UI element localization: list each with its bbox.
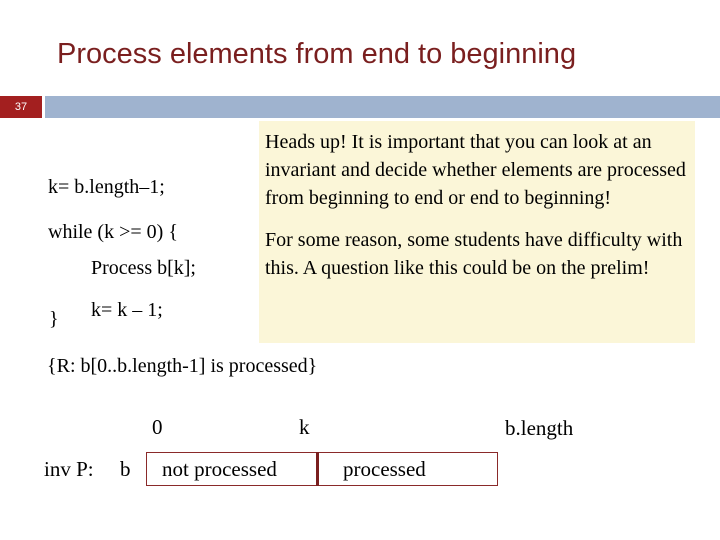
- array-name: b: [120, 457, 131, 481]
- index-label-0: 0: [152, 415, 163, 439]
- note-paragraph-1: Heads up! It is important that you can look at an invariant and decide whether elements are processed from beginning to end or end to beginning!: [265, 131, 686, 209]
- invariant-label: inv P:: [44, 457, 94, 481]
- slide-title: Process elements from end to beginning: [57, 38, 577, 70]
- index-label-k: k: [299, 415, 310, 439]
- code-line-4: k= k – 1;: [91, 299, 163, 321]
- code-close-brace: }: [49, 308, 59, 330]
- index-label-length: b.length: [505, 416, 574, 440]
- segment-processed: processed: [343, 457, 426, 481]
- code-line-3: Process b[k];: [91, 257, 196, 279]
- code-line-2: while (k >= 0) {: [48, 221, 178, 243]
- header-bar: [45, 96, 720, 118]
- code-line-1: k= b.length–1;: [48, 176, 165, 198]
- note-paragraph-2: For some reason, some students have difficulty with this. A question like this could be on the prelim!: [265, 229, 683, 279]
- slide-number: 37: [14, 101, 28, 113]
- array-divider: [316, 452, 319, 486]
- segment-not-processed: not processed: [162, 457, 277, 481]
- postcondition: {R: b[0..b.length-1] is processed}: [47, 355, 318, 377]
- heads-up-note: [259, 121, 695, 343]
